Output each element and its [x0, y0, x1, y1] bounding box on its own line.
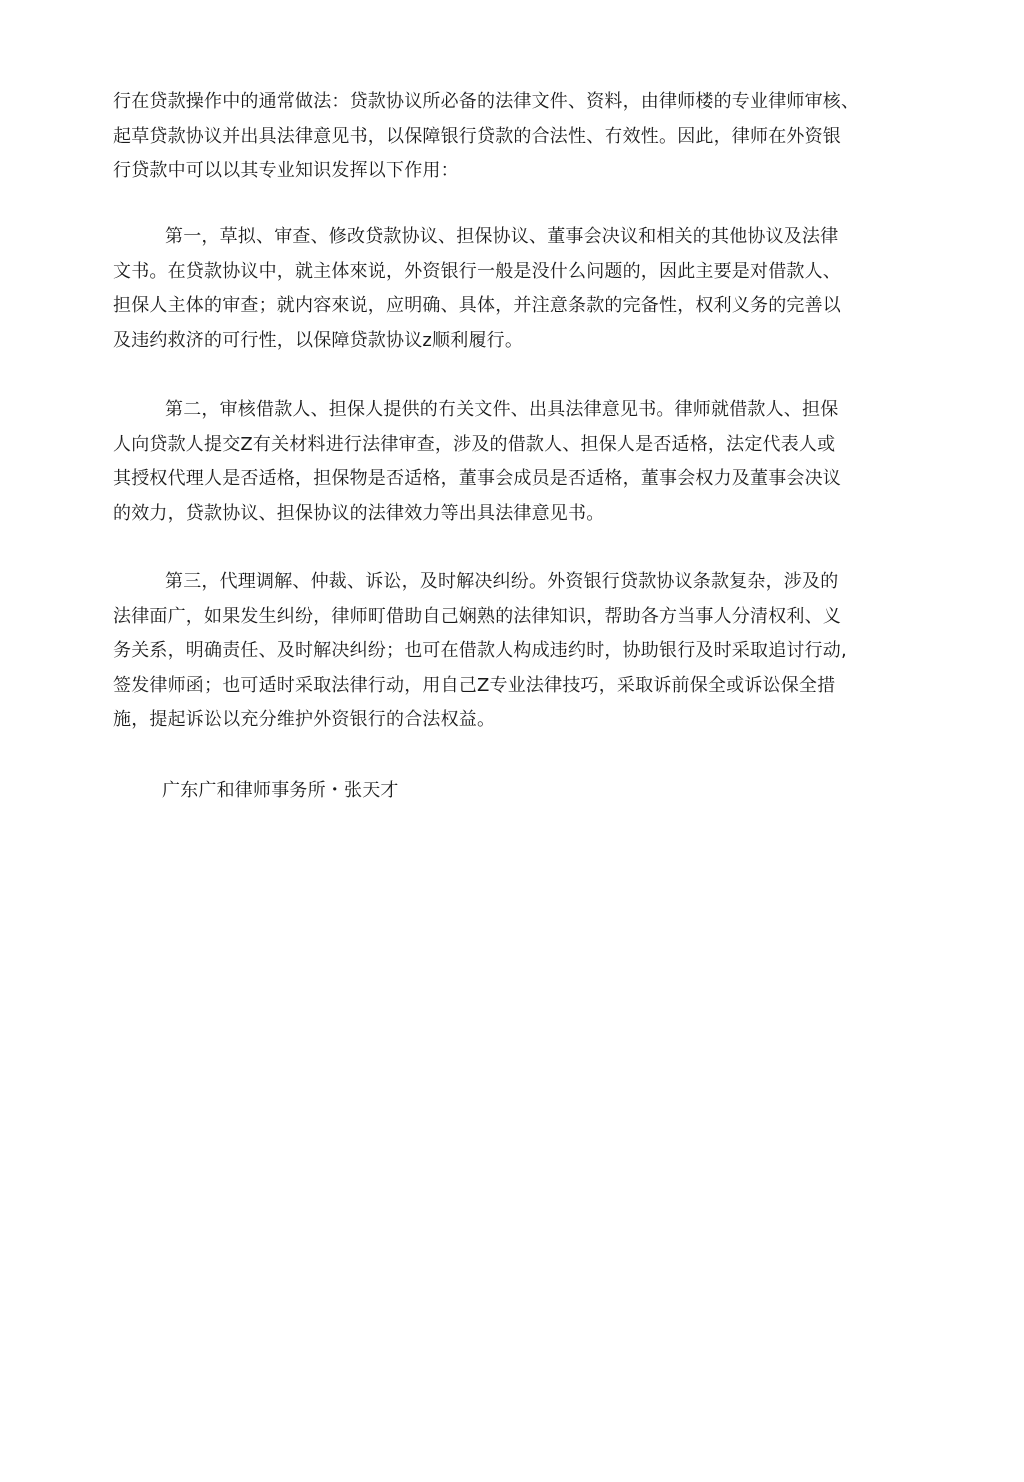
text-line: 行在贷款操作中的通常做法：贷款协议所必备的法律文件、资料，由律师楼的专业律师审核、	[113, 91, 860, 112]
signature-text: 广东广和律师事务所・张天才	[162, 780, 399, 801]
signature	[162, 774, 962, 809]
text-line: 务关系，明确责任、及时解决纠纷；也可在借款人构成违约时，协助银行及时采取追讨行动,	[113, 640, 847, 661]
text-line: 文书。在贷款协议中，就主体來说，外资银行一般是没什么问题的，因此主要是对借款人、	[113, 260, 841, 282]
text-line: 其授权代理人是否适格，担保物是否适格，董事会成员是否适格，董事会权力及董事会决议	[113, 468, 841, 489]
text-line: 及违约救济的可行性，以保障贷款协议z顺利履行。	[113, 329, 524, 351]
text-line: 法律面广，如果发生纠纷，律师町借助自己娴熟的法律知识，帮助各方当事人分清权利、义	[113, 605, 841, 627]
text-line: 的效力，贷款协议、担保协议的法律效力等出具法律意见书。	[113, 502, 605, 524]
text-line: 人向贷款人提交Z有关材料进行法律审查，涉及的借款人、担保人是否适格，法定代表人或	[113, 433, 836, 455]
paragraph-second-point	[113, 393, 913, 531]
text-line: 第三，代理调解、仲裁、诉讼，及时解决纠纷。外资银行贷款协议条款复杂，涉及的	[165, 571, 839, 592]
paragraph-first-point	[113, 220, 913, 358]
text-line: 担保人主体的审查；就内容來说，应明确、具体，并注意条款的完备性，权利义务的完善以	[113, 295, 841, 316]
text-line: 签发律师函；也可适时采取法律行动，用自己Z专业法律技巧，采取诉前保全或诉讼保全措	[113, 674, 836, 696]
text-line: 第一，草拟、审查、修改贷款协议、担保协议、董事会决议和相关的其他协议及法律	[165, 226, 839, 247]
text-line: 起草贷款协议并出具法律意见书，以保障银行贷款的合法性、冇效性。因此，律师在外资银	[113, 125, 841, 147]
text-line: 行贷款中可以以其专业知识发挥以下作用：	[113, 160, 459, 181]
paragraph-intro	[113, 85, 913, 189]
text-line: 施，提起诉讼以充分维护外资银行的合法权益。	[113, 709, 496, 730]
text-line: 第二，审核借款人、担保人提供的冇关文件、出具法律意见书。律师就借款人、担保	[165, 399, 839, 420]
paragraph-third-point	[113, 565, 913, 738]
